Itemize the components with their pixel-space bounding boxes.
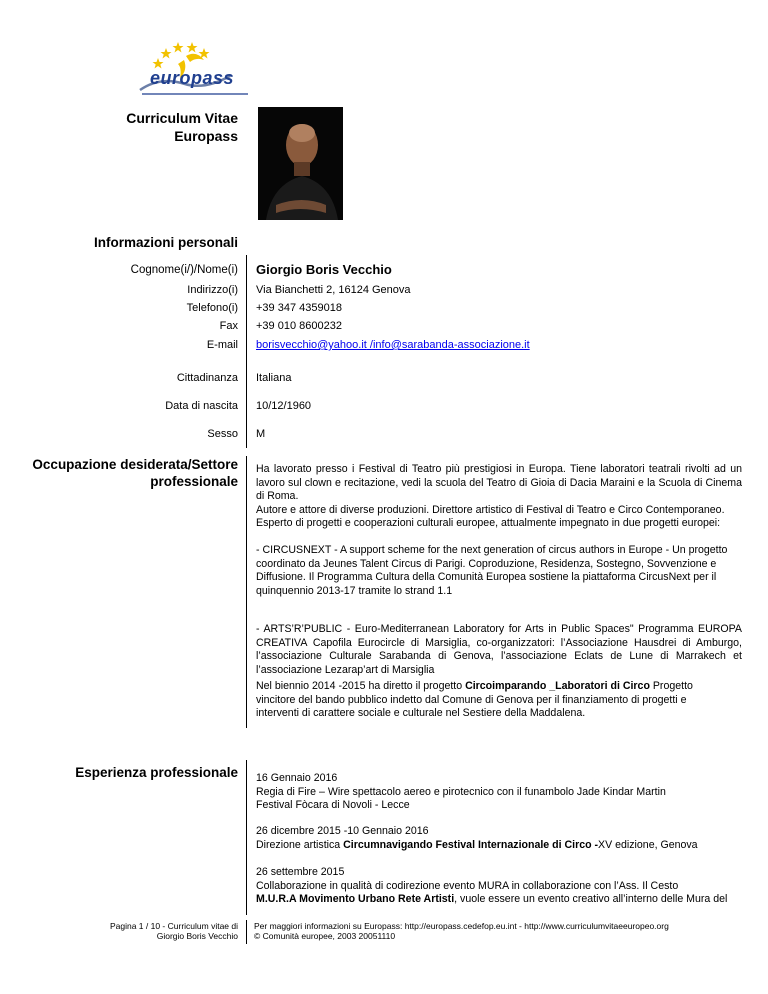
email-link-2[interactable]: info@sarabanda-associazione.it — [372, 339, 530, 351]
occupation-paragraph-3: - ARTS’R’PUBLIC - Euro-Mediterranean Laboratory for Arts in Public Spaces" Programma EUROPA CREATIVA Capofila Eurocircle di Marsiglia, co-organizzatori: l’Associazione Hausdrei di Amburgo, l’associazione Culturale Sarabanda di Genova, l’associazione Eclats de Lune di Marrakech et l’associazione Lezarap’art di Marsiglia — [256, 623, 742, 676]
email-link-1[interactable]: borisvecchio@yahoo.it — [256, 339, 367, 351]
birth-label: Data di nascita — [165, 400, 238, 412]
exp3-line1: Collaborazione in qualità di codirezione evento MURA in collaborazione con l’Ass. Il Cesto — [256, 879, 679, 892]
divider-line — [246, 456, 247, 728]
footer-info — [254, 921, 669, 941]
exp1-line1: Regia di Fire – Wire spettacolo aereo e pirotecnico con il funambolo Jade Kindar Martin — [256, 785, 666, 798]
exp3-post: , vuole essere un evento creativo all’interno delle Mura del — [454, 893, 728, 905]
cv-title-line1: Curriculum Vitae — [126, 110, 238, 126]
footer-info-line1: Per maggiori informazioni su Europass: http://europass.cedefop.eu.int - http://www.curriculumvitaeeuropeo.org — [254, 921, 669, 931]
sex-value: M — [256, 428, 266, 440]
occupation-p4-post: Progetto vincitore del bando pubblico indetto dal Comune di Genova per il finanziamento di progetti e interventi di carattere sociale e culturale nel Sestiere della Maddalena. — [256, 680, 693, 719]
experience-title: Esperienza professionale — [75, 765, 238, 780]
cv-title-line2: Europass — [174, 128, 238, 144]
full-name: Giorgio Boris Vecchio — [256, 262, 392, 277]
occupation-paragraph-1 — [256, 463, 742, 531]
occupation-paragraph-4 — [256, 680, 726, 721]
experience-entry-2 — [256, 825, 742, 852]
occupation-p1c: Esperto di progetti e cooperazioni culturali europee, attualmente impegnato in due progetti europei: — [256, 517, 721, 529]
experience-entry-1 — [256, 772, 742, 813]
email-value — [256, 339, 530, 351]
email-label: E-mail — [206, 339, 238, 351]
exp3-bold: M.U.R.A Movimento Urbano Rete Artisti — [256, 893, 455, 905]
portrait-image — [258, 107, 343, 220]
footer-info-line2: © Comunità europee, 2003 20051110 — [254, 931, 396, 941]
divider-line — [246, 920, 247, 944]
citizenship-value: Italiana — [256, 372, 292, 384]
occupation-p1: Ha lavorato presso i Festival di Teatro più prestigiosi in Europa. Tiene laboratori teatrali rivolti ad un lavoro sul clown e recitazione, vedi la scuola del Teatro di Gioia di Dacia Maraini e la Scuola di Cinema di Roma. — [256, 463, 742, 502]
personal-info-title: Informazioni personali — [93, 235, 238, 250]
phone-value: +39 347 4359018 — [256, 302, 342, 314]
exp2-post: XV edizione, Genova — [598, 838, 698, 851]
exp2-pre: Direzione artistica — [256, 838, 344, 851]
occupation-title-line2: professionale — [150, 474, 238, 489]
footer-page-line2: Giorgio Boris Vecchio — [156, 931, 238, 941]
email-separator: / — [366, 339, 373, 351]
footer-page-info — [110, 921, 238, 941]
europass-logo — [128, 38, 248, 98]
sex-label: Sesso — [207, 428, 238, 440]
exp2-bold: Circumnavigando Festival Internazionale di Circo - — [343, 838, 599, 851]
phone-label: Telefono(i) — [186, 302, 238, 314]
divider-line — [246, 255, 247, 448]
citizenship-label: Cittadinanza — [176, 372, 238, 384]
occupation-paragraph-2: - CIRCUSNEXT - A support scheme for the next generation of circus authors in Europe - Un progetto coordinato da Jeunes Talent Circus di Parigi. Coproduzione, Residenza, Sostegno, Sovvenzione e Diffusione. Il Programma Cultura della Comunità Europea sostiene la piattaforma CircusNext per il quinquennio 2013-17 tramite lo strand 1.1 — [256, 544, 728, 597]
occupation-p1b: Autore e attore di diverse produzioni. Direttore artistico di Festival di Teatro e Circo Contemporaneo. — [256, 503, 725, 516]
address-label: Indirizzo(i) — [187, 284, 238, 296]
logo-text: europass — [150, 68, 235, 88]
fax-value: +39 010 8600232 — [256, 320, 342, 332]
exp1-date: 16 Gennaio 2016 — [256, 772, 338, 784]
occupation-p4-bold: Circoimparando _Laboratori di Circo — [465, 680, 650, 692]
occupation-title-line1: Occupazione desiderata/Settore — [32, 457, 238, 472]
exp1-line2: Festival Fòcara di Novoli - Lecce — [256, 799, 410, 811]
divider-line — [246, 760, 247, 915]
name-label: Cognome(i/)/Nome(i) — [130, 264, 238, 276]
profile-photo — [258, 107, 343, 220]
fax-label: Fax — [219, 320, 238, 332]
exp3-date: 26 settembre 2015 — [256, 866, 345, 878]
birth-value: 10/12/1960 — [256, 400, 312, 412]
address-value: Via Bianchetti 2, 16124 Genova — [256, 284, 411, 296]
exp2-date: 26 dicembre 2015 -10 Gennaio 2016 — [256, 825, 429, 837]
occupation-p4-pre: Nel biennio 2014 -2015 ha diretto il progetto — [256, 680, 466, 692]
footer-page-line1: Pagina 1 / 10 - Curriculum vitae di — [109, 921, 238, 931]
experience-entry-3 — [256, 866, 742, 907]
